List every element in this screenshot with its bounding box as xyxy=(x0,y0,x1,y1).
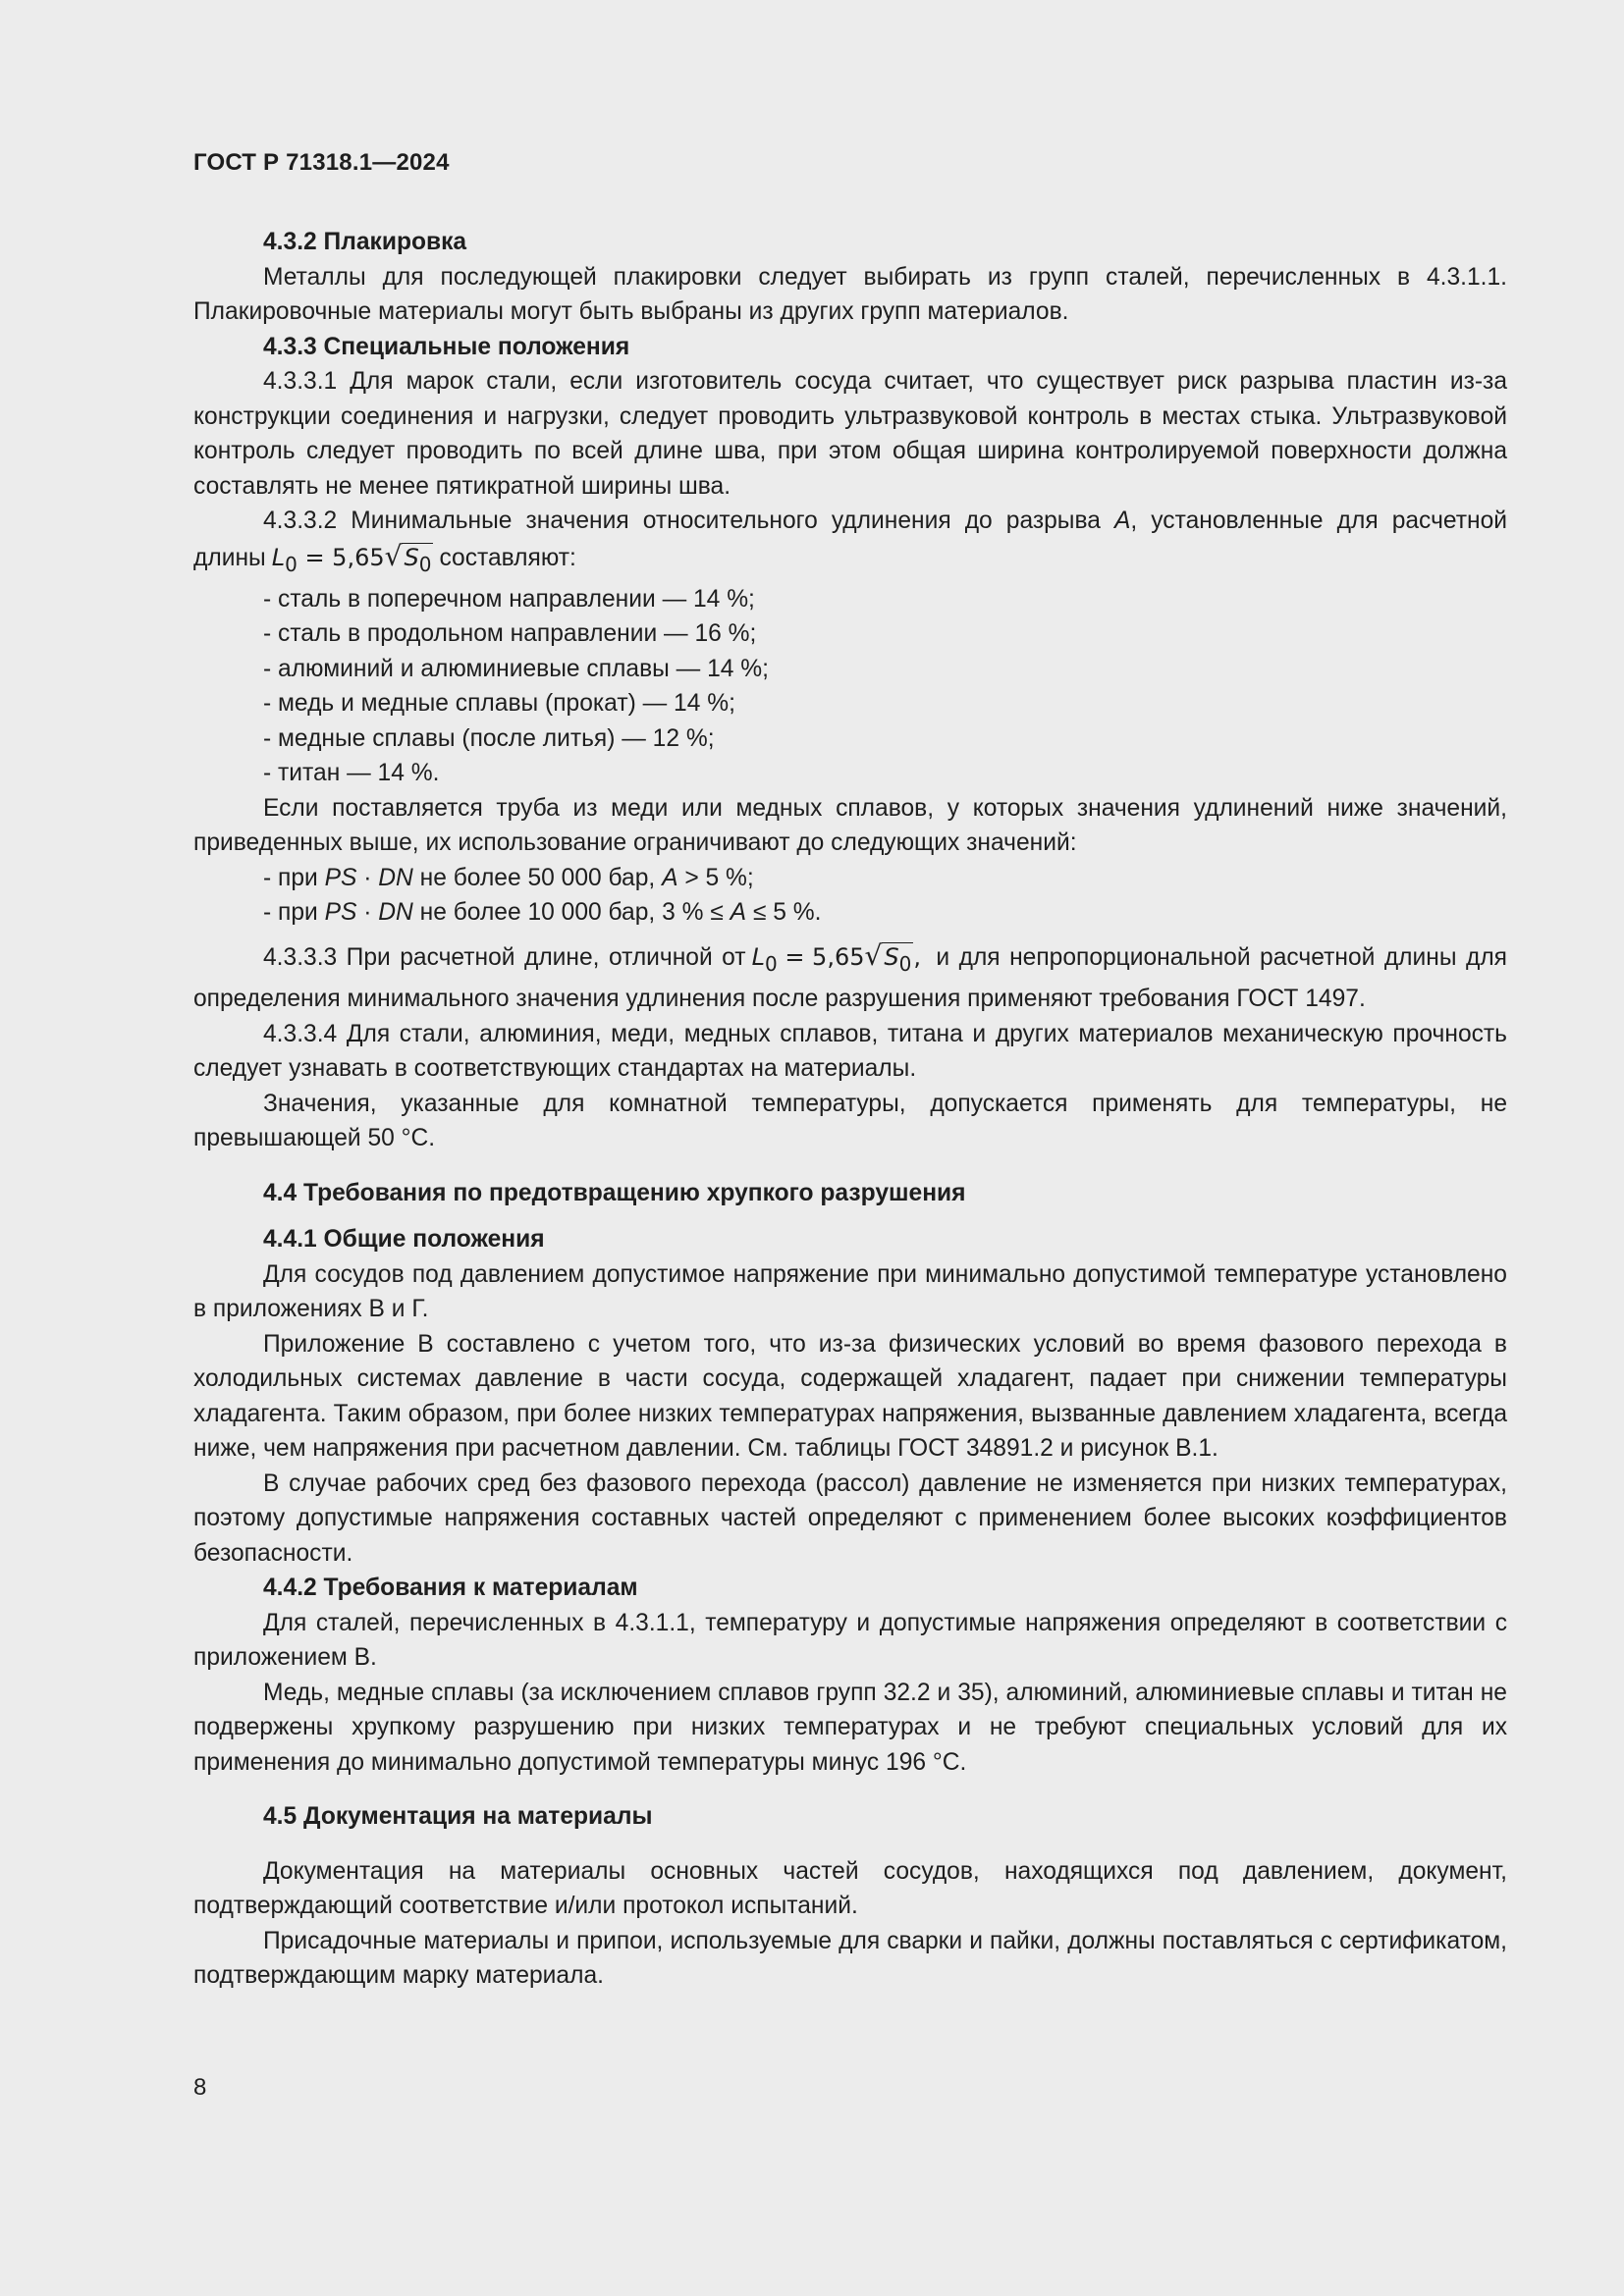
paragraph-brine: В случае рабочих сред без фазового перехода (рассол) давление не изменяется при низких температурах, поэтому допустимые напряжения составных частей определяют с применением более высоких коэффициентов безопасности. xyxy=(193,1469,1507,1567)
paragraph-filler-materials: Присадочные материалы и припои, используемые для сварки и пайки, должны поставляться с сертификатом, подтверждающим марку материала. xyxy=(193,1927,1507,1990)
list-item: - сталь в поперечном направлении — 14 %; xyxy=(263,585,755,613)
section-heading-4-3-2: 4.3.2 Плакировка xyxy=(263,229,467,255)
list-item: - сталь в продольном направлении — 16 %; xyxy=(263,620,757,648)
paragraph-allowable-stress: Для сосудов под давлением допустимое напряжение при минимально допустимой температуре установлено в приложениях В и Г. xyxy=(193,1260,1507,1323)
list-item: - алюминий и алюминиевые сплавы — 14 %; xyxy=(263,655,769,682)
paragraph-4-3-3-3: 4.3.3.3 При расчетной длине, отличной от $L_0 = 5,65√S_0$, и для непропорциональной расчетной длины для определения минимального значения удлинения после разрушения применяют требования ГОСТ 1497. xyxy=(193,938,1507,1013)
paragraph-room-temperature: Значения, указанные для комнатной температуры, допускается применять для температуры, не превышающей 50 °С. xyxy=(193,1090,1507,1152)
list-item: - медные сплавы (после литья) — 12 %; xyxy=(263,724,715,752)
paragraph-copper-pipe: Если поставляется труба из меди или медных сплавов, у которых значения удлинений ниже значений, приведенных выше, их использование ограничивают до следующих значений: xyxy=(193,794,1507,857)
paragraph-4-3-3-4: 4.3.3.4 Для стали, алюминия, меди, медных сплавов, титана и других материалов механическую прочность следует узнавать в соответствующих стандартах на материалы. xyxy=(193,1020,1507,1083)
list-item-condition-1: - при PS · DN не более 50 000 бар, A > 5 %; xyxy=(263,864,754,891)
document-header: ГОСТ Р 71318.1—2024 xyxy=(193,149,450,176)
formula-gauge-length-2: $L_0 = 5,65√S_0$, xyxy=(751,938,921,976)
section-heading-4-3-3: 4.3.3 Специальные положения xyxy=(263,333,630,360)
list-item: - титан — 14 %. xyxy=(263,760,440,787)
paragraph-4-3-3-1: 4.3.3.1 Для марок стали, если изготовитель сосуда считает, что существует риск разрыва пластин из-за конструкции соединения и нагрузки, следует проводить ультразвуковой контроль в местах стыка. Ультразвуковой контроль следует проводить по всей длине шва, при этом общая ширина контролируемой поверхности должна составлять не менее пятикратной ширины шва. xyxy=(193,368,1507,500)
paragraph-copper-alloys: Медь, медные сплавы (за исключением сплавов групп 32.2 и 35), алюминий, алюминиевые сплавы и титан не подвержены хрупкому разрушению при низких температурах и не требуют специальных условий для их применения до минимально допустимой температуры минус 196 °С. xyxy=(193,1679,1507,1776)
paragraph-cladding: Металлы для последующей плакировки следует выбирать из групп сталей, перечисленных в 4.3.1.1. Плакировочные материалы могут быть выбраны из других групп материалов. xyxy=(193,263,1507,325)
list-item: - медь и медные сплавы (прокат) — 14 %; xyxy=(263,690,735,718)
list-item-condition-2: - при PS · DN не более 10 000 бар, 3 % ≤ A ≤ 5 %. xyxy=(263,899,822,927)
document-body xyxy=(193,225,1507,1994)
section-heading-4-5: 4.5 Документация на материалы xyxy=(263,1803,653,1831)
section-heading-4-4-2: 4.4.2 Требования к материалам xyxy=(263,1575,638,1602)
paragraph-4-3-3-2: 4.3.3.2 Минимальные значения относительного удлинения до разрыва A, установленные для расчетной длины $L_0 = 5,65√S_0$ составляют: xyxy=(193,504,1507,582)
formula-gauge-length: $L_0 = 5,65√S_0$ xyxy=(271,539,432,576)
paragraph-steels: Для сталей, перечисленных в 4.3.1.1, температуру и допустимые напряжения определяют в соответствии с приложением В. xyxy=(193,1609,1507,1672)
paragraph-documentation: Документация на материалы основных частей сосудов, находящихся под давлением, документ, подтверждающий соответствие и/или протокол испытаний. xyxy=(193,1857,1507,1920)
paragraph-annex-v: Приложение В составлено с учетом того, что из-за физических условий во время фазового перехода в холодильных системах давление в части сосуда, содержащей хладагент, падает при снижении температуры хладагента. Таким образом, при более низких температурах напряжения, вызванные давлением хладагента, всегда ниже, чем напряжения при расчетном давлении. См. таблицы ГОСТ 34891.2 и рисунок В.1. xyxy=(193,1330,1507,1463)
section-heading-4-4-1: 4.4.1 Общие положения xyxy=(263,1226,545,1254)
page-number: 8 xyxy=(193,2074,207,2101)
section-heading-4-4: 4.4 Требования по предотвращению хрупкого разрушения xyxy=(263,1179,966,1206)
